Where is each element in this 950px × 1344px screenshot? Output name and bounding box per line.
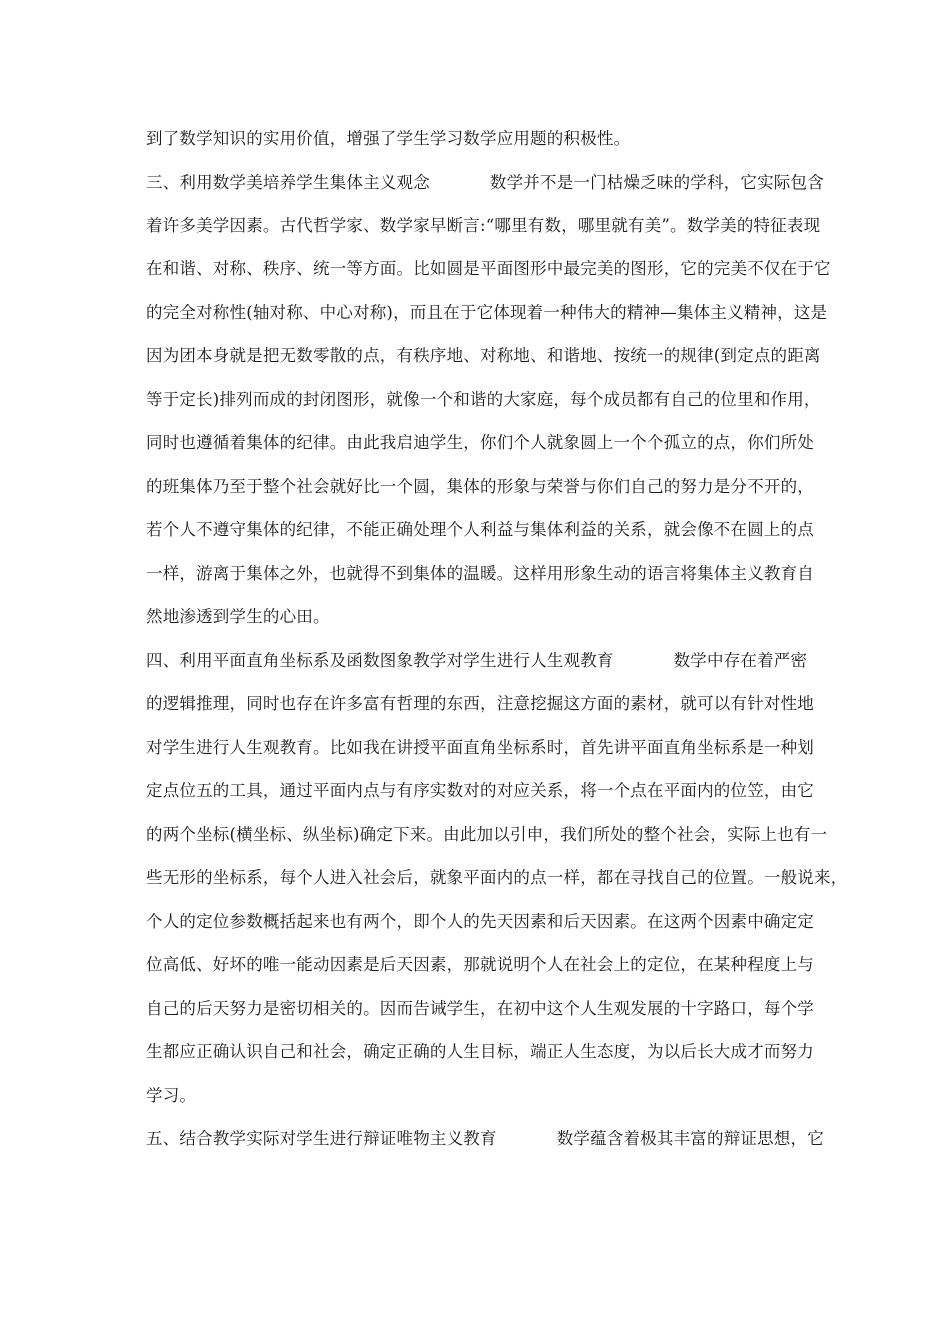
text-line: 在和谐、对称、秩序、统一等方面。比如圆是平面图形中最完美的图形，它的完美不仅在于它	[146, 259, 831, 278]
text-line: 的两个坐标(横坐标、纵坐标)确定下来。由此加以引申，我们所处的整个社会，实际上也有一	[146, 825, 828, 844]
text-line: 因为团本身就是把无数零散的点，有秩序地、对称地、和谐地、按统一的规律(到定点的距离	[146, 346, 821, 365]
text-line: 一样，游离于集体之外，也就得不到集体的温暖。这样用形象生动的语言将集体主义教育自	[146, 564, 814, 583]
text-line: 位高低、好坏的唯一能动因素是后天因素，那就说明个人在社会上的定位，在某种程度上与	[146, 955, 814, 974]
section-3-text: 数学并不是一门枯燥乏味的学科，它实际包含	[489, 173, 824, 192]
text-line: 若个人不遵守集体的纪律，不能正确处理个人利益与集体利益的关系，就会像不在圆上的点	[146, 520, 814, 539]
text-line: 定点位五的工具，通过平面内点与有序实数对的对应关系，将一个点在平面内的位笠，由它	[146, 781, 814, 800]
text-line: 对学生进行人生观教育。比如我在讲授平面直角坐标系时，首先讲平面直角坐标系是一种划	[146, 738, 814, 757]
text-line: 等于定长)排列而成的封闭图形，就像一个和谐的大家庭，每个成员都有自己的位里和作用，	[146, 390, 821, 409]
text-line: 的班集体乃至于整个社会就好比一个圆，集体的形象与荣誉与你们自己的努力是分不开的，	[146, 477, 814, 496]
section-5-line	[146, 1128, 826, 1150]
text-line: 个人的定位参数概括起来也有两个，即个人的先天因素和后天因素。在这两个因素中确定定	[146, 912, 814, 931]
text-line: 着许多美学因素。古代哲学家、数学家早断言:“哪里有数，哪里就有美”。数学美的特征表现	[146, 216, 821, 235]
text-line: 自己的后天努力是密切相关的。因而告诫学生，在初中这个人生观发展的十字路口，每个学	[146, 999, 814, 1018]
text-line: 的逻辑推理，同时也存在许多富有哲理的东西，注意挖掘这方面的素材，就可以有针对性地	[146, 694, 814, 713]
section-3-line	[146, 172, 826, 194]
text-line: 然地渗透到学生的心田。	[146, 607, 330, 626]
text-line: 的完全对称性(轴对称、中心对称)，而且在于它体现着一种伟大的精神—集体主义精神，这是	[146, 303, 828, 322]
section-5-text: 数学蕴含着极其丰富的辩证思想，它	[556, 1129, 824, 1148]
section-3-heading: 三、利用数学美培养学生集体主义观念	[146, 173, 430, 192]
text-line: 些无形的坐标系，每个人进入社会后，就象平面内的点一样，都在寻找自己的位置。一般说来，	[146, 868, 848, 887]
text-line: 到了数学知识的实用价值，增强了学生学习数学应用题的积极性。	[146, 129, 631, 148]
section-4-line	[146, 650, 826, 672]
text-line: 同时也遵循着集体的纪律。由此我启迪学生，你们个人就象圆上一个个孤立的点，你们所处	[146, 433, 814, 452]
section-5-heading: 五、结合教学实际对学生进行辩证唯物主义教育	[146, 1129, 497, 1148]
text-line: 学习。	[146, 1086, 197, 1105]
section-4-text: 数学中存在着严密	[673, 651, 808, 670]
section-4-heading: 四、利用平面直角坐标系及函数图象教学对学生进行人生观教育	[146, 651, 614, 670]
text-line: 生都应正确认识自己和社会，确定正确的人生目标，端正人生态度，为以后长大成才而努力	[146, 1042, 814, 1061]
